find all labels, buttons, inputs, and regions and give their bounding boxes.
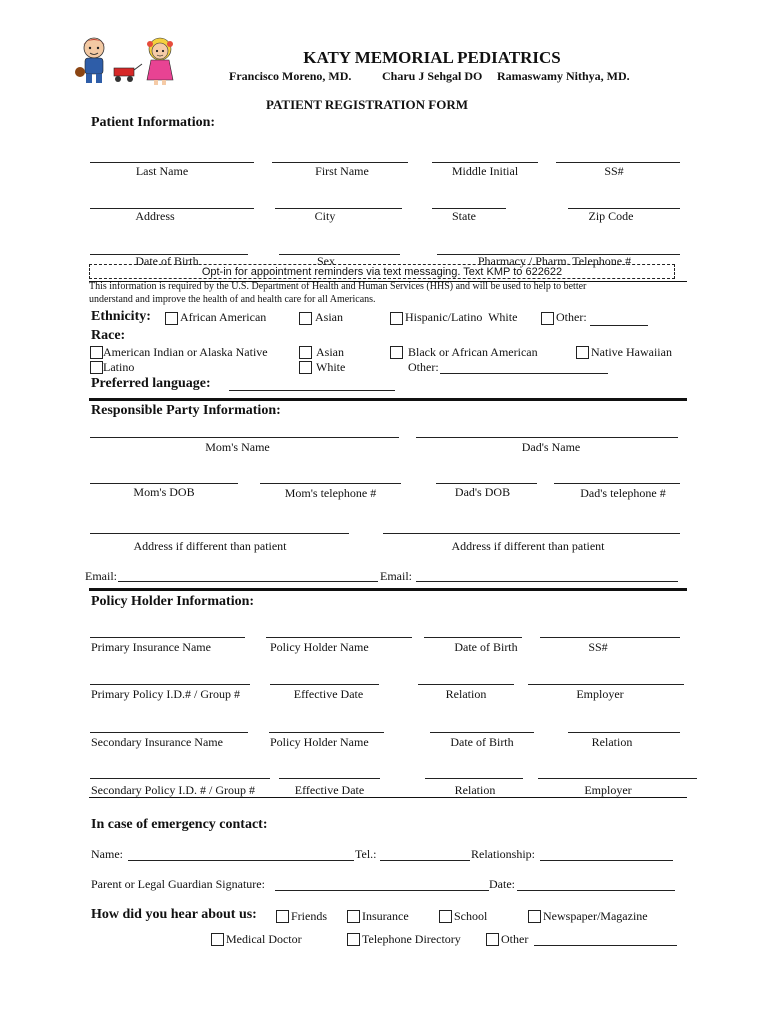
moms-tel-field[interactable] xyxy=(260,483,401,484)
dad-email-field[interactable] xyxy=(416,581,678,582)
last-name-label: Last Name xyxy=(135,164,189,178)
signature-date-label: Date: xyxy=(489,877,515,891)
secondary-id-field[interactable] xyxy=(90,778,270,779)
race-label: Race: xyxy=(91,328,126,343)
secondary-insurance-label: Secondary Insurance Name xyxy=(91,735,223,749)
section-divider xyxy=(89,398,687,401)
moms-tel-label: Mom's telephone # xyxy=(284,486,377,500)
mom-address-field[interactable] xyxy=(90,533,349,534)
referral-other-field[interactable] xyxy=(534,945,677,946)
emergency-name-field[interactable] xyxy=(128,860,354,861)
dads-dob-label: Dad's DOB xyxy=(454,485,511,499)
ethnicity-hispanic-checkbox[interactable] xyxy=(390,312,403,325)
race-white-checkbox[interactable] xyxy=(299,361,312,374)
primary-holder-label: Policy Holder Name xyxy=(270,640,369,654)
emergency-tel-label: Tel.: xyxy=(355,847,377,861)
race-option-label: Black or African American xyxy=(408,345,538,359)
optin-text: Opt-in for appointment reminders via text messaging. Text KMP to 622622 xyxy=(201,266,563,278)
primary-id-label: Primary Policy I.D.# / Group # xyxy=(91,687,240,701)
secondary-dob-label: Date of Birth xyxy=(450,735,514,749)
race-other-field[interactable] xyxy=(440,373,608,374)
dads-tel-field[interactable] xyxy=(554,483,680,484)
primary-relation-label: Relation xyxy=(445,687,487,701)
primary-id-field[interactable] xyxy=(90,684,250,685)
primary-dob-label: Date of Birth xyxy=(454,640,518,654)
section-heading-responsible: Responsible Party Information: xyxy=(91,403,281,418)
primary-relation-field[interactable] xyxy=(418,684,514,685)
referral-doctor-checkbox[interactable] xyxy=(211,933,224,946)
race-option-label: Asian xyxy=(316,345,344,359)
mom-email-label: Email: xyxy=(85,569,117,583)
race-hawaiian-checkbox[interactable] xyxy=(576,346,589,359)
mom-address-label: Address if different than patient xyxy=(133,539,287,553)
moms-dob-field[interactable] xyxy=(90,483,238,484)
dob-label: Date of Birth xyxy=(135,254,199,268)
doctor-name: Ramaswamy Nithya, MD. xyxy=(497,69,630,83)
emergency-name-label: Name: xyxy=(91,847,123,861)
dad-address-label: Address if different than patient xyxy=(451,539,605,553)
hhs-note: This information is required by the U.S. Department of Health and Human Services (HHS) and will be used to help to better xyxy=(89,281,587,292)
primary-employer-label: Employer xyxy=(576,687,624,701)
referral-option-label: Insurance xyxy=(362,909,409,923)
secondary-relation-field-2[interactable] xyxy=(425,778,523,779)
race-american-indian-checkbox[interactable] xyxy=(90,346,103,359)
primary-effective-label: Effective Date xyxy=(293,687,364,701)
signature-field[interactable] xyxy=(275,890,489,891)
referral-option-label: Friends xyxy=(291,909,327,923)
last-name-field[interactable] xyxy=(90,162,254,163)
first-name-label: First Name xyxy=(315,164,369,178)
divider xyxy=(89,797,687,798)
ethnicity-option-label: Asian xyxy=(315,310,343,324)
referral-other-checkbox[interactable] xyxy=(486,933,499,946)
secondary-relation-label-2: Relation xyxy=(454,783,496,797)
race-option-label: White xyxy=(316,360,346,374)
secondary-relation-field[interactable] xyxy=(568,732,680,733)
emergency-relationship-field[interactable] xyxy=(540,860,673,861)
middle-initial-field[interactable] xyxy=(432,162,538,163)
race-latino-checkbox[interactable] xyxy=(90,361,103,374)
referral-directory-checkbox[interactable] xyxy=(347,933,360,946)
race-option-label: Native Hawaiian xyxy=(591,345,672,359)
form-title: PATIENT REGISTRATION FORM xyxy=(266,97,469,112)
ethnicity-asian-checkbox[interactable] xyxy=(299,312,312,325)
moms-name-label: Mom's Name xyxy=(205,440,270,454)
ethnicity-label: Ethnicity: xyxy=(91,309,151,324)
mom-email-field[interactable] xyxy=(118,581,378,582)
ethnicity-option-label: Hispanic/Latino White xyxy=(405,310,518,324)
section-heading-patient: Patient Information: xyxy=(91,115,216,130)
ethnicity-option-label: Other: xyxy=(556,310,587,324)
referral-school-checkbox[interactable] xyxy=(439,910,452,923)
referral-option-label: Other xyxy=(501,932,529,946)
secondary-insurance-field[interactable] xyxy=(90,732,248,733)
race-asian-checkbox[interactable] xyxy=(299,346,312,359)
dads-name-field[interactable] xyxy=(416,437,678,438)
primary-ss-field[interactable] xyxy=(540,637,680,638)
secondary-employer-field[interactable] xyxy=(538,778,697,779)
primary-insurance-field[interactable] xyxy=(90,637,245,638)
section-heading-policy: Policy Holder Information: xyxy=(91,594,255,609)
secondary-holder-field[interactable] xyxy=(269,732,384,733)
referral-option-label: School xyxy=(454,909,488,923)
ethnicity-other-field[interactable] xyxy=(590,325,648,326)
dads-dob-field[interactable] xyxy=(436,483,537,484)
zip-label: Zip Code xyxy=(588,209,634,223)
preferred-language-label: Preferred language: xyxy=(91,376,211,391)
section-divider xyxy=(89,588,687,591)
signature-label: Parent or Legal Guardian Signature: xyxy=(91,877,265,891)
race-option-label: Latino xyxy=(103,360,135,374)
ethnicity-african-american-checkbox[interactable] xyxy=(165,312,178,325)
doctor-name: Francisco Moreno, MD. xyxy=(229,69,352,83)
secondary-dob-field[interactable] xyxy=(430,732,534,733)
ethnicity-other-checkbox[interactable] xyxy=(541,312,554,325)
state-label: State xyxy=(452,209,476,223)
secondary-holder-label: Policy Holder Name xyxy=(270,735,369,749)
section-heading-emergency: In case of emergency contact: xyxy=(91,817,268,832)
emergency-tel-field[interactable] xyxy=(380,860,470,861)
moms-dob-label: Mom's DOB xyxy=(133,485,195,499)
address-label: Address xyxy=(135,209,175,223)
referral-insurance-checkbox[interactable] xyxy=(347,910,360,923)
primary-dob-field[interactable] xyxy=(424,637,522,638)
hhs-note: understand and improve the health of and health care for all Americans. xyxy=(89,294,376,305)
doctor-name: Charu J Sehgal DO xyxy=(382,69,483,83)
secondary-id-label: Secondary Policy I.D. # / Group # xyxy=(91,783,255,797)
city-label: City xyxy=(314,209,336,223)
signature-date-field[interactable] xyxy=(517,890,675,891)
preferred-language-field[interactable] xyxy=(229,390,395,391)
referral-option-label: Medical Doctor xyxy=(226,932,302,946)
referral-option-label: Telephone Directory xyxy=(362,932,461,946)
race-black-checkbox[interactable] xyxy=(390,346,403,359)
primary-ss-label: SS# xyxy=(588,640,608,654)
first-name-field[interactable] xyxy=(272,162,408,163)
referral-newspaper-checkbox[interactable] xyxy=(528,910,541,923)
dad-address-field[interactable] xyxy=(383,533,680,534)
pharmacy-label: Pharmacy / Pharm. Telephone # xyxy=(477,254,632,268)
race-option-label: American Indian or Alaska Native xyxy=(103,345,268,359)
ss-label: SS# xyxy=(604,164,624,178)
moms-name-field[interactable] xyxy=(90,437,399,438)
primary-insurance-label: Primary Insurance Name xyxy=(91,640,211,654)
primary-effective-field[interactable] xyxy=(270,684,379,685)
dads-name-label: Dad's Name xyxy=(521,440,581,454)
primary-employer-field[interactable] xyxy=(528,684,684,685)
sex-label: Sex xyxy=(317,254,335,268)
race-option-label: Other: xyxy=(408,360,439,374)
middle-initial-label: Middle Initial xyxy=(451,164,519,178)
referral-friends-checkbox[interactable] xyxy=(276,910,289,923)
secondary-effective-label: Effective Date xyxy=(294,783,365,797)
secondary-relation-label: Relation xyxy=(591,735,633,749)
secondary-effective-field[interactable] xyxy=(279,778,380,779)
dads-tel-label: Dad's telephone # xyxy=(580,486,666,500)
secondary-employer-label: Employer xyxy=(584,783,632,797)
ethnicity-option-label: African American xyxy=(180,310,267,324)
ss-field[interactable] xyxy=(556,162,680,163)
primary-holder-field[interactable] xyxy=(266,637,412,638)
emergency-relationship-label: Relationship: xyxy=(471,847,535,861)
referral-option-label: Newspaper/Magazine xyxy=(543,909,648,923)
referral-heading: How did you hear about us: xyxy=(91,907,257,922)
clinic-name: KATY MEMORIAL PEDIATRICS xyxy=(303,48,561,67)
dad-email-label: Email: xyxy=(380,569,412,583)
